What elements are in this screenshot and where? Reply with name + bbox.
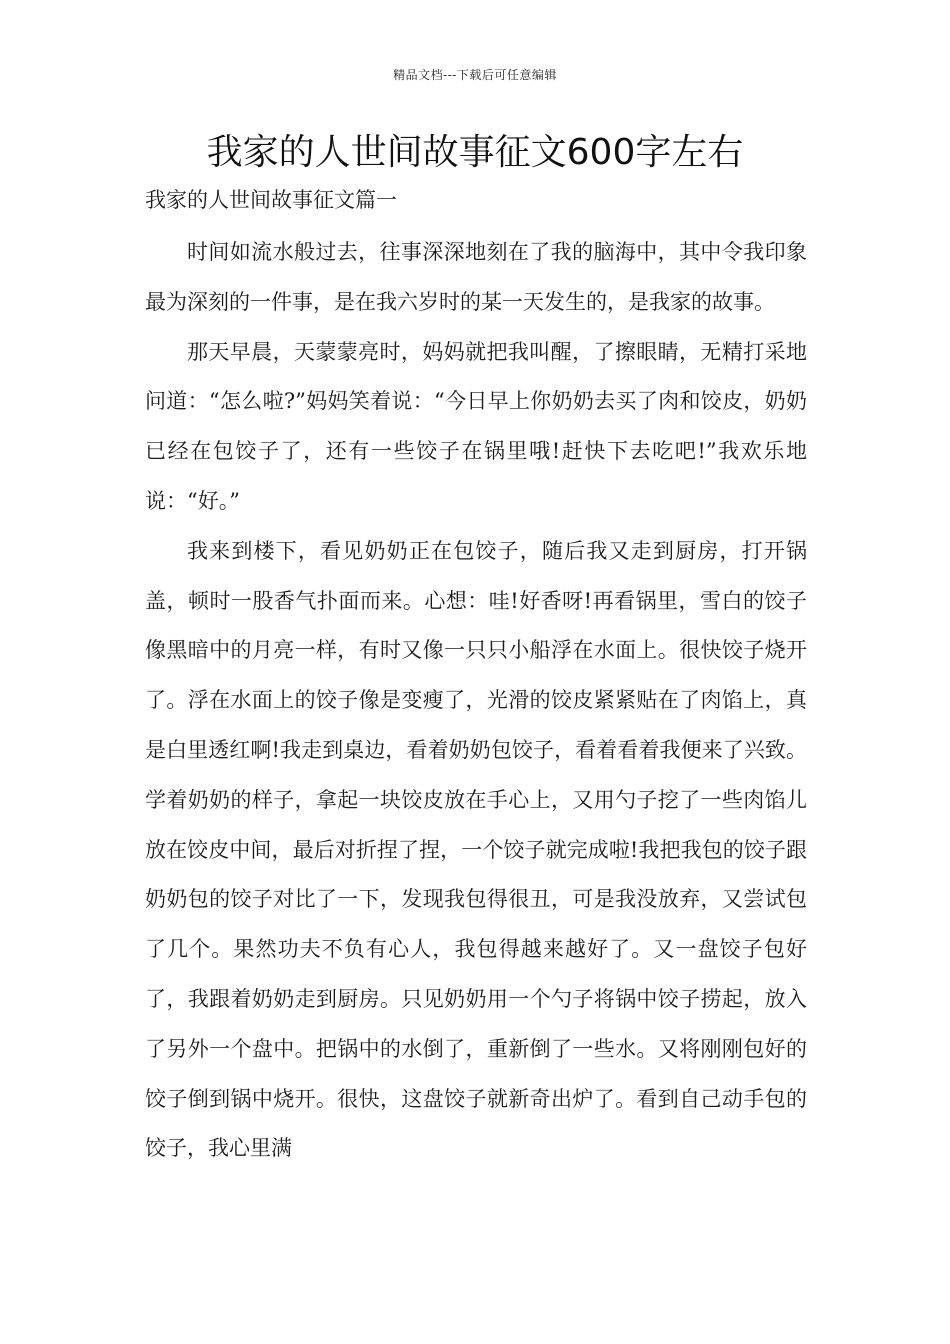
- paragraph: 时间如流水般过去，往事深深地刻在了我的脑海中，其中令我印象最为深刻的一件事，是在我六岁时的某一天发生的，是我家的故事。: [145, 240, 807, 314]
- header-note: 精品文档---下载后可任意编辑: [393, 68, 557, 82]
- document-body: [145, 228, 807, 1174]
- paragraph: 那天早晨，天蒙蒙亮时，妈妈就把我叫醒，了擦眼睛，无精打采地问道：“怎么啦?”妈妈笑着说：“今日早上你奶奶去买了肉和饺皮，奶奶已经在包饺子了，还有一些饺子在锅里哦!赶快下去吃吧!”我欢乐地说：“好。”: [145, 339, 807, 513]
- document-title: 我家的人世间故事征文600字左右: [206, 132, 744, 173]
- paragraph: 我来到楼下，看见奶奶正在包饺子，随后我又走到厨房，打开锅盖，顿时一股香气扑面而来。心想：哇!好香呀!再看锅里，雪白的饺子像黑暗中的月亮一样，有时又像一只只小船浮在水面上。很快饺子烧开了。浮在水面上的饺子像是变瘦了，光滑的饺皮紧紧贴在了肉馅上，真是白里透红啊!我走到桌边，看着奶奶包饺子，看着看着我便来了兴致。学着奶奶的样子，拿起一块饺皮放在手心上，又用勺子挖了一些肉馅儿放在饺皮中间，最后对折捏了捏，一个饺子就完成啦!我把我包的饺子跟奶奶包的饺子对比了一下，发现我包得很丑，可是我没放弃，又尝试包了几个。果然功夫不负有心人，我包得越来越好了。又一盘饺子包好了，我跟着奶奶走到厨房。只见奶奶用一个勺子将锅中饺子捞起，放入了另外一个盘中。把锅中的水倒了，重新倒了一些水。又将刚刚包好的饺子倒到锅中烧开。很快，这盘饺子就新奇出炉了。看到自己动手包的饺子，我心里满: [145, 538, 807, 1161]
- document-subtitle: 我家的人世间故事征文篇一: [145, 188, 397, 212]
